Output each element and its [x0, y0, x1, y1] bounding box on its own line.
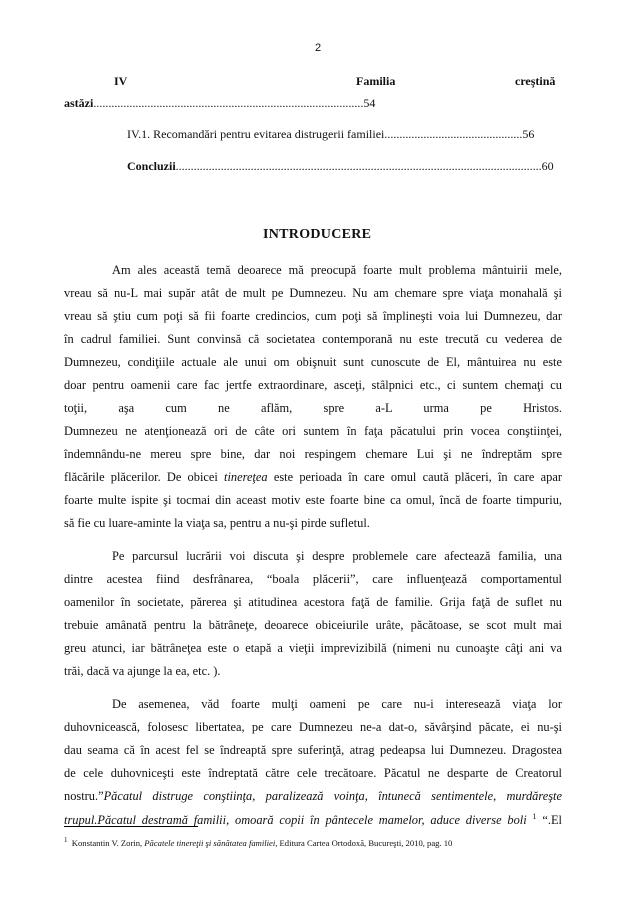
body-line: oamenilor în societate, părerea şi atitudinea acestora faţă de familie. Grija faţă de suflet nu [64, 595, 562, 609]
toc-iv1 [127, 127, 534, 142]
body-line: dau seama că în acest fel se îndreaptă spre suferinţă, atrag pedeapsa lui Dumnezeu. Dragostea [64, 743, 562, 757]
toc-concluzii [127, 159, 554, 174]
body-line: în cadrul familiei. Sunt convinsă că societatea contemporană nu este trecută cu vederea de [64, 332, 562, 346]
section-heading: INTRODUCERE [263, 227, 372, 242]
body-line: foarte multe ispite şi tocmai din aceast motiv este foarte bine ca omul, încă de foarte timpuriu, [64, 493, 562, 507]
body-line: De asemenea, văd foarte mulţi oameni pe care nu-i interesează viaţa lor [112, 697, 562, 711]
body-text-quote: Păcatul distruge conştiinţa, paralizează voinţa, întunecă sentimentele, murdăreşte [103, 789, 562, 803]
footnote-book-title: Păcatele tinereţii şi sănătatea familiei [144, 837, 276, 848]
body-line: trăi, dacă va ajunge la ea, etc. ). [64, 664, 221, 678]
body-line: Dumnezeu, condiţiile actuale ale unui om obişnuit sunt cunoscute de El, mântuirea nu este [64, 355, 562, 369]
toc-concluzii-page: 60 [541, 159, 554, 173]
body-line: toţii, aşa cum ne aflăm, spre a-L urma pe Hristos. [64, 401, 562, 415]
toc-iv-word-crestina: creştină [515, 74, 556, 88]
toc-iv-line2 [64, 96, 375, 111]
footnote-separator [64, 826, 198, 827]
toc-iv-line2-title: astăzi [64, 96, 94, 110]
footnote [64, 836, 452, 848]
footnote-reference: 1 [532, 812, 537, 821]
body-line: de cele duhovniceşti este îndreptată către cele trecătoare. Păcatul ne desparte de Creatorul [64, 766, 562, 780]
body-line: greu atunci, iar bătrâneţea este o etapă a vieţii imprevizibilă (nimeni nu cunoaşte câţi ani va [64, 641, 562, 655]
body-line: Dumnezeu ne atenţionează ori de câte ori suntem în faţa păcatului prin vocea conştiinţei, [64, 424, 562, 438]
toc-iv-number: IV [114, 74, 128, 88]
body-line: trebuie amânată pentru la bătrâneţe, deoarece obiceiurile urâte, păcătoase, se scot mult mai [64, 618, 562, 632]
body-line: dintre acestea fiind desfrânarea, “boala plăcerii”, care influenţează comportamentul [64, 572, 562, 586]
body-line: să fie cu luare-aminte la viaţa sa, pentru a nu-şi pirde sufletul. [64, 516, 370, 530]
body-line: vreau să ştiu cum poţi să fii foarte credincios, cum poţi să împlineşti voia lui Dumnezeu, dar [64, 309, 562, 323]
body-text-segment: nostru.” [64, 789, 104, 803]
toc-iv-page: 54 [363, 96, 376, 110]
toc-iv-word-familia: Familia [356, 74, 396, 88]
body-line: îndemnându-ne mereu spre bine, dar noi respingem chemare Lui şi ne îndreptăm spre [64, 447, 562, 461]
body-line: Am ales această temă deoarece mă preocupă foarte mult problema mântuirii mele, [112, 263, 562, 277]
body-text-segment: este perioada în care omul caută plăceri, în care apar [273, 470, 562, 484]
body-text-segment: “.El [542, 813, 562, 828]
body-line-quote [64, 789, 562, 804]
toc-iv1-page: 56 [522, 127, 535, 141]
toc-iv1-title: IV.1. Recomandări pentru evitarea distrugerii familiei [127, 127, 385, 141]
page-number: 2 [315, 42, 322, 54]
toc-iv1-dots: .............................................. [384, 127, 523, 141]
body-line-with-italic [64, 470, 562, 485]
body-text-segment: flăcările plăcerilor. De obicei [64, 470, 218, 484]
toc-concluzii-dots: .......................................................................................................................... [175, 159, 542, 173]
body-text-italic: tinereţea [224, 470, 268, 484]
footnote-publication: , Editura Cartea Ortodoxă, Bucureşti, 2010, pag. 10 [275, 837, 453, 848]
body-text-quote: trupul.Păcatul destramă familii, omoară copii în pântecele mamelor, aduce diverse boli [64, 813, 527, 828]
toc-concluzii-title: Concluzii [127, 159, 176, 173]
body-line: duhovnicească, folosesc libertatea, pe care Dumnezeu ne-a dat-o, săvârşind păcate, ei nu-şi [64, 720, 562, 734]
body-line: vreau să nu-L mai supăr atât de mult pe Dumnezeu. Nu am chemare spre viaţa monahală şi [64, 286, 562, 300]
footnote-author: Konstantin V. Zorin, [71, 837, 143, 848]
footnote-marker: 1 [64, 836, 68, 844]
body-line: doar pentru oamenii care fac jertfe extraordinare, asceţi, stâlpnici etc., ci suntem chemaţi cu [64, 378, 562, 392]
body-line: Pe parcursul lucrării voi discuta şi despre problemele care afectează familia, una [112, 549, 562, 563]
toc-iv-dots: .......................................................................................... [93, 96, 364, 110]
